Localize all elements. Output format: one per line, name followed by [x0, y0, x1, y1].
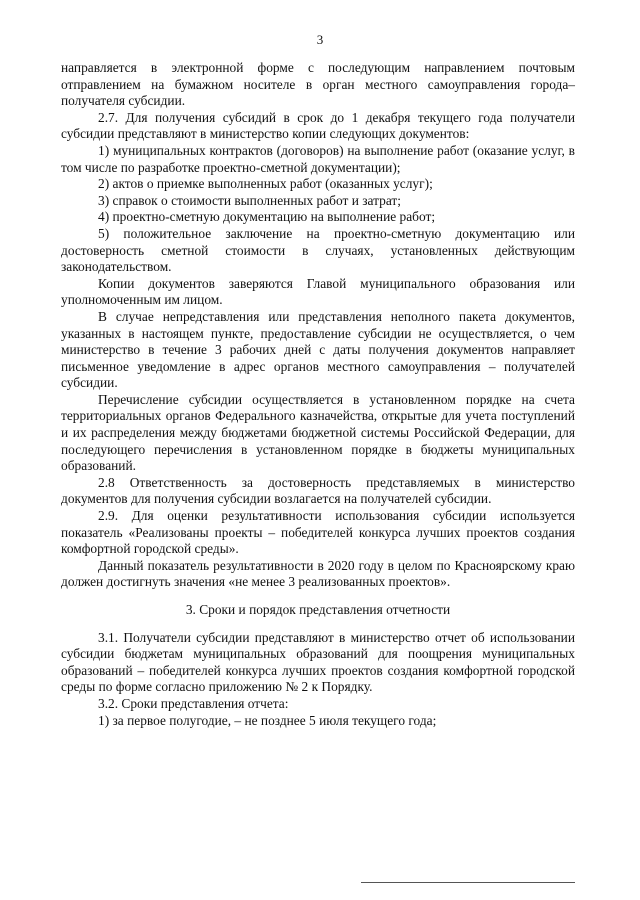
paragraph-copies: Копии документов заверяются Главой муниципального образования или уполномоченным им лицом. — [61, 275, 575, 308]
footer-divider — [361, 882, 575, 883]
page-number: 3 — [316, 32, 324, 47]
paragraph-continuation: направляется в электронной форме с последующим направлением почтовым отправлением на бумажном носителе в орган местного самоуправления города–получателя субсидии. — [61, 60, 575, 109]
paragraph-2-7: 2.7. Для получения субсидий в срок до 1 декабря текущего года получатели субсидии представляют в министерство копии следующих документов: — [61, 109, 575, 142]
paragraph-2-8: 2.8 Ответственность за достоверность представляемых в министерство документов для получения субсидии возлагается на получателей субсидии. — [61, 474, 575, 507]
list-item-2: 2) актов о приемке выполненных работ (оказанных услуг); — [98, 176, 433, 192]
list-item-5: 5) положительное заключение на проектно-сметную документацию или достоверность сметной стоимости в случаях, установленных действующим законодательством. — [61, 225, 575, 275]
paragraph-nonsubmission: В случае непредставления или представления неполного пакета документов, указанных в настоящем пункте, предоставление субсидии не осуществляется, о чем министерство в течение 3 рабочих дней с даты получения документов направляет письменное уведомление в адрес органов местного самоуправления – получателей субсидии. — [61, 308, 575, 391]
paragraph-2-9: 2.9. Для оценки результативности использования субсидии используется показатель «Реализованы проекты – победителей конкурса лучших проектов создания комфортной городской среды». — [61, 508, 575, 557]
list-item-1: 1) муниципальных контрактов (договоров) на выполнение работ (оказание услуг, в том числе по разработке проектно-сметной документации); — [61, 142, 575, 175]
paragraph-3-2: 3.2. Сроки представления отчета: — [98, 695, 289, 711]
document-body — [61, 60, 575, 729]
section-heading: 3. Сроки и порядок представления отчетности — [185, 602, 451, 617]
paragraph-3-1: 3.1. Получатели субсидии представляют в министерство отчет об использовании субсидии бюджетам муниципальных образований для поощрения муниципальных образований – победителей конкурса лучших проектов создания комфортной городской среды по форме согласно приложению № 2 к Порядку. — [61, 629, 575, 695]
paragraph-indicator: Данный показатель результативности в 2020 году в целом по Красноярскому краю должен достигнуть значения «не менее 3 реализованных проектов». — [61, 557, 575, 590]
list-item-3-2-1: 1) за первое полугодие, – не позднее 5 июля текущего года; — [98, 712, 437, 728]
list-item-3: 3) справок о стоимости выполненных работ и затрат; — [98, 192, 401, 208]
paragraph-transfer: Перечисление субсидии осуществляется в установленном порядке на счета территориальных органов Федерального казначейства, открытые для учета поступлений и их распределения между бюджетами бюджетной системы Российской Федерации, для последующего перечисления в установленном порядке в бюджеты муниципальных образований. — [61, 391, 575, 474]
list-item-4: 4) проектно-сметную документацию на выполнение работ; — [98, 209, 436, 225]
